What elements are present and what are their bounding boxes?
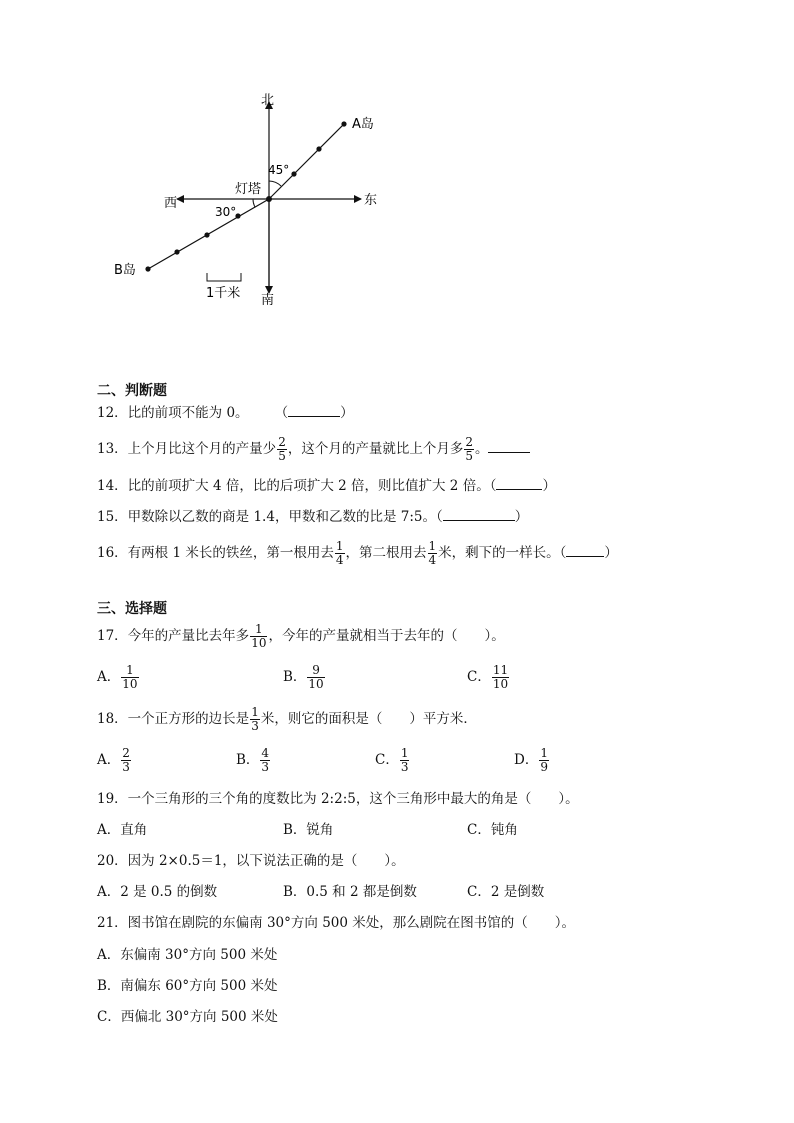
fraction-num: 1 (126, 663, 134, 677)
north-label: 北 (261, 93, 275, 108)
q17-option-c[interactable] (467, 664, 510, 691)
q18-option-c[interactable] (375, 747, 410, 774)
fraction-den: 10 (122, 677, 138, 691)
q21-option-c[interactable]: C．西偏北 30°方向 500 米处 (97, 1009, 278, 1025)
question-16: 16．有两根 1 米长的铁丝，第一根用去 $\frac{1}{4}$ ，第二根用去 $\frac{1}{4}$ 米，剩下的一样长。（ ） (97, 539, 618, 567)
fraction-den: 3 (261, 760, 270, 774)
question-12: 12．比的前项不能为 0。 （ ） (97, 405, 354, 421)
answer-blank-13[interactable] (488, 440, 530, 453)
option-letter: A． (97, 752, 121, 768)
question-16-text-a: 16．有两根 1 米长的铁丝，第一根用去 (97, 545, 334, 561)
answer-blank-12[interactable] (288, 404, 340, 417)
question-15: 15．甲数除以乙数的商是 1.4，甲数和乙数的比是 7:5。（ ） (97, 509, 529, 525)
q19-option-a[interactable]: A．直角 (97, 822, 148, 838)
fraction-den: 5 (278, 449, 286, 463)
option-letter: C． (375, 752, 399, 768)
option-letter: D． (514, 752, 539, 768)
q19-option-c[interactable]: C．钝角 (467, 822, 518, 838)
scale-bar (207, 273, 241, 281)
question-18-text-a: 18．一个正方形的边长是 (97, 711, 250, 727)
b-island-label: B岛 (114, 263, 136, 278)
scale-label: 1千米 (206, 286, 241, 301)
question-17-text-b: ，今年的产量就相当于去年的（ ）。 (268, 628, 505, 644)
q20-option-b[interactable]: B．0.5 和 2 都是倒数 (283, 884, 417, 900)
fraction-den: 3 (251, 719, 259, 733)
line-to-a (269, 124, 344, 199)
fraction-2-5 (277, 436, 287, 463)
fraction-den: 9 (540, 760, 548, 774)
b-dot-3 (174, 249, 179, 254)
angle-b-label: 30° (215, 205, 237, 219)
fraction-num: 1 (335, 539, 344, 553)
a-dot-1 (291, 171, 296, 176)
option-fraction (260, 747, 270, 774)
fraction-den: 3 (122, 760, 130, 774)
fraction-2-5 (464, 436, 474, 463)
question-17-text-a: 17．今年的产量比去年多 (97, 628, 250, 644)
west-label: 西 (164, 196, 178, 211)
option-fraction (121, 747, 131, 774)
answer-blank-16[interactable] (566, 544, 604, 557)
question-13-text-b: ，这个月的产量就比上个月多 (287, 441, 464, 457)
fraction-num: 2 (278, 435, 286, 449)
question-12-text: 12．比的前项不能为 0。 (97, 405, 249, 421)
fraction-den: 10 (492, 677, 509, 691)
option-letter: A． (97, 669, 121, 685)
fraction-num: 1 (251, 705, 259, 719)
question-14: 14．比的前项扩大 4 倍，比的后项扩大 2 倍，则比值扩大 2 倍。（ ） (97, 478, 556, 494)
fraction-1-3 (250, 706, 260, 733)
option-fraction (492, 664, 509, 691)
fraction-num: 9 (312, 663, 320, 677)
b-island-dot (145, 266, 150, 271)
question-16-text-c: 米，剩下的一样长。 (438, 545, 560, 561)
q18-option-d[interactable] (514, 747, 550, 774)
fraction-den: 10 (251, 636, 267, 650)
section-title-judgement: 二、判断题 (97, 383, 167, 399)
q20-option-a[interactable]: A．2 是 0.5 的倒数 (97, 884, 218, 900)
question-14-text: 14．比的前项扩大 4 倍，比的后项扩大 2 倍，则比值扩大 2 倍。 (97, 478, 490, 494)
fraction-den: 4 (428, 553, 437, 567)
fraction-den: 4 (335, 553, 344, 567)
angle-arc-a (269, 181, 281, 186)
a-island-dot (341, 121, 346, 126)
fraction-num: 2 (122, 746, 130, 760)
q17-option-a[interactable] (97, 664, 140, 691)
fraction-num: 4 (261, 746, 270, 760)
option-fraction (400, 747, 410, 774)
question-18 (97, 706, 477, 733)
option-fraction (539, 747, 549, 774)
question-21: 21．图书馆在剧院的东偏南 30°方向 500 米处，那么剧院在图书馆的（ ）。 (97, 915, 575, 931)
fraction-1-4 (428, 540, 438, 567)
question-18-text-b: 米，则它的面积是（ ）平方米． (260, 711, 477, 727)
b-dot-2 (204, 232, 209, 237)
option-letter: B． (283, 669, 307, 685)
section-title-choice: 三、选择题 (97, 601, 167, 617)
question-13-text-a: 13．上个月比这个月的产量少 (97, 441, 277, 457)
fraction-num: 1 (255, 622, 263, 636)
fraction-den: 10 (308, 677, 324, 691)
fraction-1-4 (335, 540, 345, 567)
fraction-num: 1 (428, 539, 437, 553)
q18-option-b[interactable] (236, 747, 271, 774)
q19-option-b[interactable]: B．锐角 (283, 822, 334, 838)
fraction-1-10 (250, 623, 267, 650)
option-fraction (307, 664, 324, 691)
fraction-den: 5 (465, 449, 473, 463)
fraction-num: 1 (540, 746, 548, 760)
answer-blank-15[interactable] (443, 508, 515, 521)
option-fraction (121, 664, 138, 691)
fraction-num: 2 (465, 435, 473, 449)
question-20: 20．因为 2×0.5＝1，以下说法正确的是（ ）。 (97, 853, 405, 869)
answer-blank-14[interactable] (496, 477, 542, 490)
east-label: 东 (364, 193, 378, 208)
south-label: 南 (261, 293, 275, 308)
lighthouse-label: 灯塔 (235, 182, 262, 197)
direction-diagram (110, 88, 410, 318)
option-letter: C． (467, 669, 491, 685)
fraction-num: 11 (492, 663, 509, 677)
question-16-text-b: ，第二根用去 (345, 545, 427, 561)
lighthouse-dot (266, 196, 272, 202)
angle-a-label: 45° (268, 163, 290, 177)
q17-option-b[interactable] (283, 664, 326, 691)
q21-option-b[interactable]: B．南偏东 60°方向 500 米处 (97, 978, 278, 994)
question-19: 19．一个三角形的三个角的度数比为 2:2:5，这个三角形中最大的角是（ ）。 (97, 791, 579, 807)
q21-option-a[interactable]: A．东偏南 30°方向 500 米处 (97, 947, 278, 963)
option-letter: B． (236, 752, 260, 768)
q18-option-a[interactable] (97, 747, 132, 774)
question-15-text: 15．甲数除以乙数的商是 1.4，甲数和乙数的比是 7:5。 (97, 509, 436, 525)
angle-arc-b (253, 199, 255, 207)
question-17 (97, 623, 505, 650)
fraction-den: 3 (400, 760, 409, 774)
question-13 (97, 436, 530, 463)
fraction-num: 1 (400, 746, 409, 760)
a-island-label: A岛 (352, 117, 374, 132)
question-13-text-c: 。 (474, 441, 489, 457)
a-dot-2 (316, 146, 321, 151)
q20-option-c[interactable]: C．2 是倒数 (467, 884, 545, 900)
